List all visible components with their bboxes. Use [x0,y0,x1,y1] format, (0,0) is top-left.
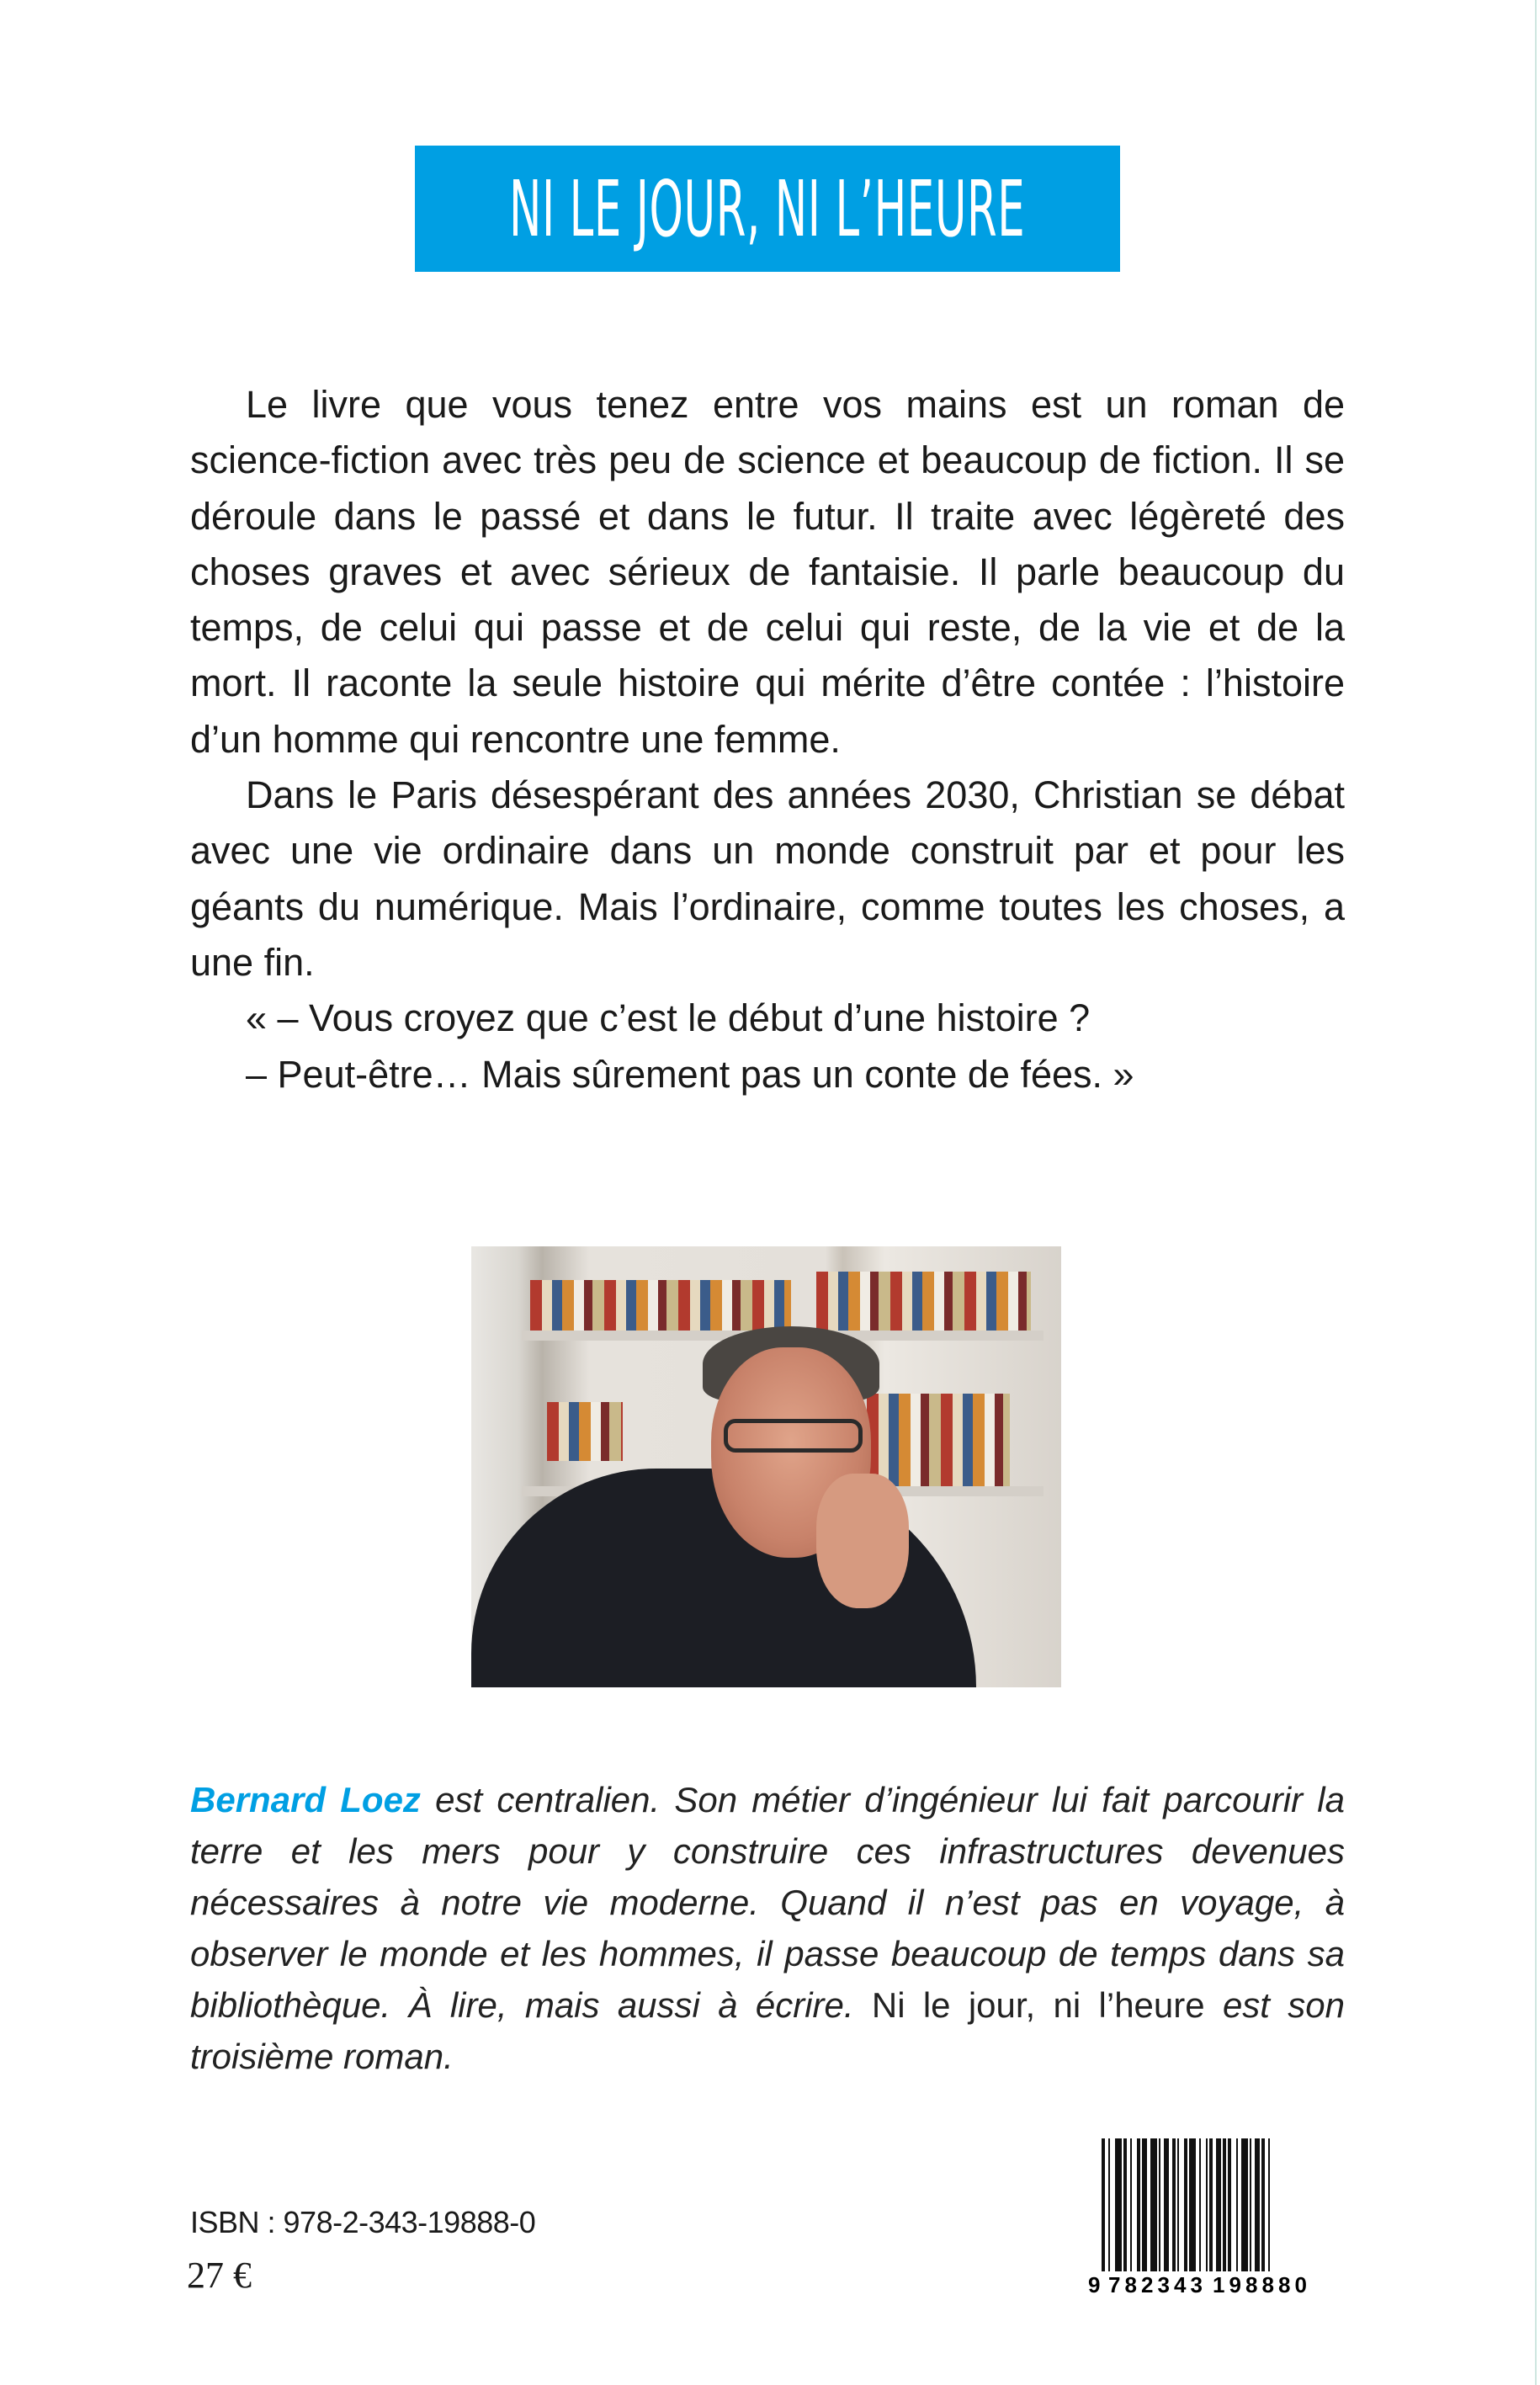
bookshelf-books [867,1394,1010,1486]
author-photo [471,1246,1061,1687]
barcode-bar [1228,2138,1231,2271]
barcode-bar [1159,2138,1160,2271]
author-bio [190,1774,1345,2082]
blurb-quote: « – Vous croyez que c’est le début d’une histoire ? [246,996,1091,1040]
barcode-bar [1130,2138,1132,2271]
barcode-bar [1150,2138,1157,2271]
blurb-paragraph: Le livre que vous tenez entre vos mains est un roman de science-fiction avec très peu de science et beaucoup de fiction. Il se déroule dans le passé et dans le futur. Il traite avec légèreté des choses graves et avec sérieux de fantaisie. Il parle beaucoup du temps, de celui qui passe et de celui qui reste, de la vie et de la mort. Il raconte la seule histoire qui mérite d’être contée : l’histoire d’un homme qui rencontre une femme. [190,383,1345,761]
barcode-bar [1177,2138,1179,2271]
author-hand [816,1474,909,1608]
barcode-bar [1137,2138,1140,2271]
barcode-bar [1261,2138,1265,2271]
bio-text: est centralien. Son métier d’ingénieur lui fait parcourir la terre et les mers pour y construire ces infrastructures devenues nécessaires à notre vie moderne. Quand il n’est pas en voyage, à observer le monde et les hommes, il passe beaucoup de temps dans sa bibliothèque. À lire, mais aussi à écrire. [190,1780,1345,2025]
barcode-digit-first: 9 [1088,2272,1101,2296]
bookshelf-books [816,1272,1031,1331]
book-title: NI LE JOUR, NI L’HEURE [509,163,1026,254]
barcode-digits-left: 782343 [1108,2272,1203,2296]
glasses-icon [724,1419,863,1453]
author-name: Bernard Loez [190,1780,421,1819]
barcode-bar [1115,2138,1122,2271]
isbn: ISBN : 978-2-343-19888-0 [190,2205,536,2239]
barcode-bar [1123,2138,1127,2271]
barcode-bar [1236,2138,1238,2271]
barcode-bar [1223,2138,1226,2271]
barcode [1086,2138,1354,2296]
barcode-bar [1209,2138,1213,2271]
blurb-paragraph: Dans le Paris désespérant des années 2030, Christian se débat avec une vie ordinaire dans un monde construit par et pour les géants du numérique. Mais l’ordinaire, comme toutes les choses, a une fin. [190,773,1345,984]
barcode-digits-right: 198880 [1213,2272,1307,2296]
barcode-bar [1206,2138,1208,2271]
barcode-bar [1164,2138,1169,2271]
barcode-bar [1241,2138,1248,2271]
bio-book-title: Ni le jour, ni l’heure [871,1985,1205,2025]
barcode-bar [1172,2138,1176,2271]
barcode-bar [1184,2138,1187,2271]
price: 27 € [187,2255,252,2296]
barcode-bar [1142,2138,1147,2271]
barcode-bar [1255,2138,1260,2271]
barcode-bar [1250,2138,1251,2271]
bookshelf-books [530,1280,791,1331]
back-cover-blurb [190,377,1345,1102]
barcode-bar [1108,2138,1110,2271]
barcode-bar [1199,2138,1201,2271]
bio-text: est son troisième roman. [190,1985,1345,2076]
blurb-quote: – Peut-être… Mais sûrement pas un conte de fées. » [246,1052,1134,1096]
barcode-bar [1216,2138,1221,2271]
bookshelf-books [547,1402,623,1461]
page-edge [1535,0,1537,2385]
title-banner [415,146,1120,272]
